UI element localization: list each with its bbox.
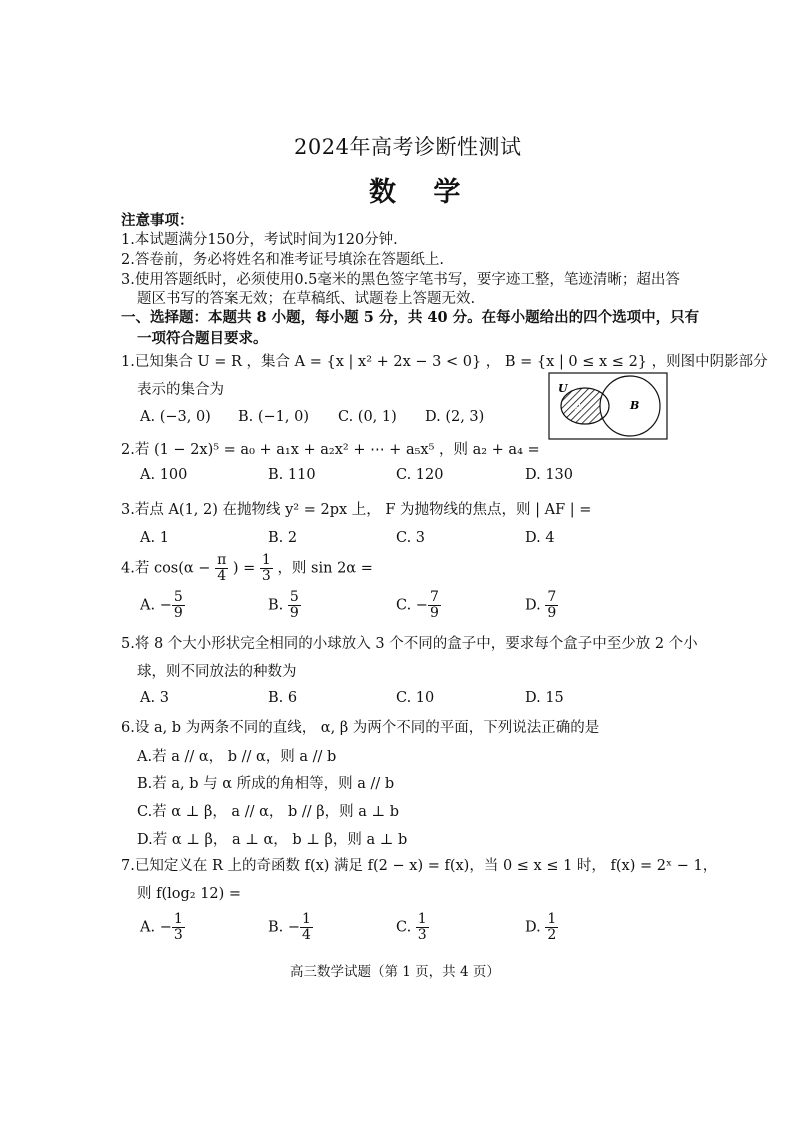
q2-option-a: A. 100 [140, 467, 188, 483]
question-3: 3.若点 A(1, 2) 在抛物线 y² = 2px 上， F 为抛物线的焦点，则 | AF | = [121, 502, 592, 518]
venn-label-u: U [558, 382, 568, 395]
question-5: 5.将 8 个大小形状完全相同的小球放入 3 个不同的盒子中，要求每个盒子中至少放 2 个小 [121, 636, 698, 652]
q4-fraction-one-third: $\frac{1}{3}$ [261, 552, 271, 584]
q4-option-a: A. − $\frac{5}{9}$ [140, 589, 183, 621]
q6-choice-a: A.若 a // α， b // α，则 a // b [137, 749, 337, 765]
notice-heading: 注意事项： [121, 212, 194, 229]
q4-option-b: B. $\frac{5}{9}$ [268, 589, 299, 621]
q4-option-d: D. $\frac{7}{9}$ [525, 589, 557, 621]
q6-choice-b: B.若 a, b 与 α 所成的角相等，则 a // b [137, 776, 395, 792]
q4-fraction-pi-over-4: $\frac{\pi}{4}$ [217, 552, 227, 584]
venn-diagram [548, 372, 668, 440]
q4-text-start: 4.若 cos(α − [121, 560, 211, 577]
subject-title: 数 学 [369, 177, 475, 208]
q7-option-a: A. − $\frac{1}{3}$ [140, 911, 183, 943]
question-7: 7.已知定义在 R 上的奇函数 f(x) 满足 f(2 − x) = f(x)，当 0 ≤ x ≤ 1 时， f(x) = 2ˣ − 1， [121, 858, 718, 874]
q3-option-b: B. 2 [268, 530, 298, 546]
q2-option-b: B. 110 [268, 467, 316, 483]
question-7-cont: 则 f(log₂ 12) = [137, 886, 242, 902]
question-4 [121, 553, 373, 584]
notice-item-3-cont: 题区书写的答案无效；在草稿纸、试题卷上答题无效. [137, 291, 476, 307]
q5-option-d: D. 15 [525, 690, 564, 706]
notice-item-1: 1.本试题满分150分，考试时间为120分钟. [121, 232, 398, 248]
exam-title: 2024年高考诊断性测试 [294, 135, 522, 159]
q3-option-c: C. 3 [396, 530, 426, 546]
question-1-cont: 表示的集合为 [137, 382, 224, 398]
q4-option-c: C. − $\frac{7}{9}$ [396, 589, 439, 621]
question-2: 2.若 (1 − 2x)⁵ = a₀ + a₁x + a₂x² + ⋯ + a₅x⁵ ，则 a₂ + a₄ = [121, 442, 540, 458]
q4-text-end: ，则 sin 2α = [277, 560, 373, 577]
q2-option-c: C. 120 [396, 467, 444, 483]
q3-option-d: D. 4 [525, 530, 555, 546]
notice-item-2: 2.答卷前，务必将姓名和准考证号填涂在答题纸上. [121, 252, 444, 268]
q5-option-b: B. 6 [268, 690, 298, 706]
q5-option-a: A. 3 [140, 690, 169, 706]
q7-option-c: C. $\frac{1}{3}$ [396, 911, 427, 943]
question-5-cont: 球，则不同放法的种数为 [137, 664, 297, 680]
page-footer: 高三数学试题（第 1 页，共 4 页） [290, 964, 500, 980]
q4-text-mid: ) = [232, 560, 256, 577]
question-1: 1.已知集合 U = R ，集合 A = {x | x² + 2x − 3 < 0} ， B = {x | 0 ≤ x ≤ 2} ，则图中阴影部分 [121, 354, 768, 370]
q7-option-d: D. $\frac{1}{2}$ [525, 911, 557, 943]
section-heading-cont: 一项符合题目要求。 [137, 330, 268, 347]
q1-option-a: A. (−3, 0) [140, 409, 211, 425]
q1-option-d: D. (2, 3) [425, 409, 485, 425]
q6-choice-d: D.若 α ⊥ β， a ⊥ α， b ⊥ β，则 a ⊥ b [137, 832, 408, 848]
q5-option-c: C. 10 [396, 690, 435, 706]
q2-option-d: D. 130 [525, 467, 574, 483]
q1-option-b: B. (−1, 0) [238, 409, 310, 425]
notice-item-3: 3.使用答题纸时，必须使用0.5毫米的黑色签字笔书写，要字迹工整，笔迹清晰；超出答 [121, 272, 680, 288]
venn-label-a: A [575, 402, 583, 413]
q7-option-b: B. − $\frac{1}{4}$ [268, 911, 311, 943]
q6-choice-c: C.若 α ⊥ β， a // α， b // β，则 a ⊥ b [137, 804, 400, 820]
venn-label-b: B [630, 399, 640, 412]
q1-option-c: C. (0, 1) [338, 409, 397, 425]
q3-option-a: A. 1 [140, 530, 169, 546]
section-heading: 一、选择题：本题共 8 小题，每小题 5 分，共 40 分。在每小题给出的四个选项中，只有 [121, 309, 700, 326]
question-6: 6.设 a, b 为两条不同的直线， α, β 为两个不同的平面，下列说法正确的是 [121, 720, 600, 736]
